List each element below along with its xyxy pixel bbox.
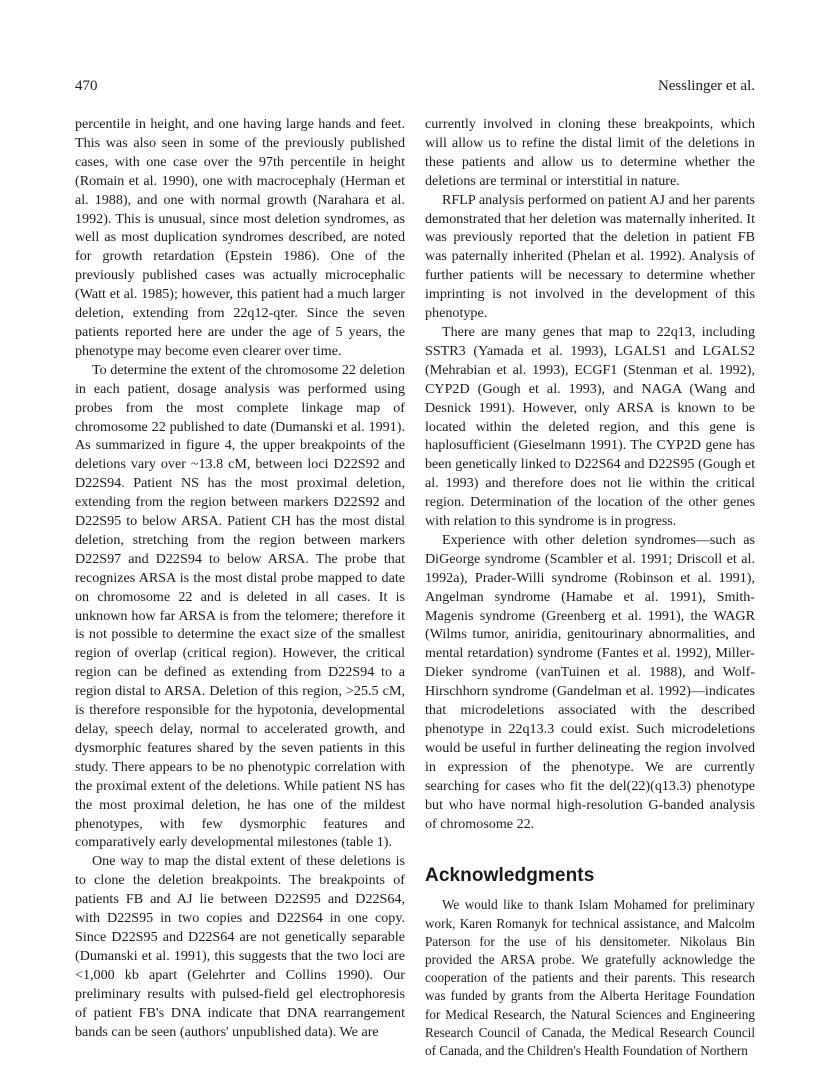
running-head: Nesslinger et al. bbox=[657, 78, 755, 94]
body-paragraph: currently involved in cloning these breakpoints, which will allow us to refine the distal limit of the deletions in these patients and allow us to determine whether the deletions are terminal or interstitial in nature. bbox=[425, 116, 755, 189]
right-column bbox=[425, 115, 755, 1060]
page-header bbox=[75, 78, 755, 100]
acknowledgments-heading: Acknowledgments bbox=[425, 865, 595, 887]
body-paragraph: RFLP analysis performed on patient AJ and her parents demonstrated that her deletion was maternally inherited. It was previously reported that the deletion in patient FB was paternally inherited (Phelan et al. 1992). Analysis of further patients will be necessary to determine whether imprinting is not involved in the development of this phenotype. bbox=[425, 191, 755, 322]
body-paragraph: One way to map the distal extent of these deletions is to clone the deletion breakpoints. The breakpoints of patients FB and AJ lie between D22S95 and D22S64, with D22S95 in two copies and D22S64 in one copy. Since D22S95 and D22S64 are not genetically separable (Dumanski et al. 1991), this suggests that the two loci are <1,000 kb apart (Gelehrter and Collins 1990). Our preliminary results with pulsed-field gel electrophoresis of patient FB's DNA indicate that DNA rearrangement bands can be seen (authors' unpublished data). We are bbox=[75, 853, 405, 1040]
acknowledgments-text: We would like to thank Islam Mohamed for preliminary work, Karen Romanyk for technical assistance, and Malcolm Paterson for the use of his densitometer. Nikolaus Bin provided the ARSA probe. We gratefully acknowledge the cooperation of the patients and their parents. This research was funded by grants from the Alberta Heritage Foundation for Medical Research, the Natural Sciences and Engineering Research Council of Canada, the Medical Research Council of Canada, and the Children's Health Foundation of Northern bbox=[425, 897, 755, 1058]
body-paragraph: Experience with other deletion syndromes—such as DiGeorge syndrome (Scambler et al. 1991; Driscoll et al. 1992a), Prader-Willi syndrome (Robinson et al. 1991), Angelman syndrome (Hamabe et al. 1991), Smith-Magenis syndrome (Greenberg et al. 1991), the WAGR (Wilms tumor, aniridia, genitourinary abnormalities, and mental retardation) syndrome (Fantes et al. 1992), Miller-Dieker syndrome (vanTuinen et al. 1988), and Wolf-Hirschhorn syndrome (Gandelman et al. 1992)—indicates that microdeletions associated with the described phenotype in 22q13.3 could exist. Such microdeletions would be useful in further delineating the region involved in expression of the phenotype. We are currently searching for cases who fit the del(22)(q13.3) phenotype but who have normal high-resolution G-banded analysis of chromosome 22. bbox=[425, 531, 755, 832]
body-paragraph: There are many genes that map to 22q13, including SSTR3 (Yamada et al. 1993), LGALS1 and LGALS2 (Mehrabian et al. 1993), ECGF1 (Stenman et al. 1992), CYP2D (Gough et al. 1993), and NAGA (Wang and Desnick 1991). However, only ARSA is known to be located within the deleted region, and this gene is haplosufficient (Gieselmann 1991). The CYP2D gene has been genetically linked to D22S64 and D22S95 (Gough et al. 1993) and therefore does not lie within the critical region. Determination of the location of the other genes with relation to this syndrome is in progress. bbox=[425, 323, 755, 530]
body-paragraph: To determine the extent of the chromosome 22 deletion in each patient, dosage analysis was performed using probes from the most complete linkage map of chromosome 22 published to date (Dumanski et al. 1991). As summarized in figure 4, the upper breakpoints of the deletions vary over ~13.8 cM, between loci D22S92 and D22S94. Patient NS has the most proximal deletion, extending from the region between markers D22S92 and D22S95 to below ARSA. Patient CH has the most distal deletion, stretching from the region between markers D22S97 and D22S94 to below ARSA. The probe that recognizes ARSA is the most distal probe mapped to date on chromosome 22 and is deleted in all cases. It is unknown how far ARSA is from the telomere; therefore it is not possible to determine the exact size of the smallest region of overlap (critical region). However, the critical region can be defined as extending from D22S94 to a region distal to ARSA. Deletion of this region, >25.5 cM, is therefore responsible for the hypotonia, developmental delay, speech delay, normal to accelerated growth, and dysmorphic features shared by the seven patients in this study. There appears to be no phenotypic correlation with the proximal extent of the deletions. While patient NS has the most proximal deletion, he has one of the mildest phenotypes, with few dysmorphic features and comparatively early developmental milestones (table 1). bbox=[75, 361, 405, 851]
left-column bbox=[75, 115, 405, 1041]
body-paragraph: percentile in height, and one having large hands and feet. This was also seen in some of the previously published cases, with one case over the 97th percentile in height (Romain et al. 1990), one with macrocephaly (Herman et al. 1988), and one with normal growth (Narahara et al. 1992). This is unusual, since most deletion syndromes, as well as most duplication syndromes described, are noted for growth retardation (Epstein 1986). One of the previously published cases was actually microcephalic (Watt et al. 1985); however, this patient had a much larger deletion, extending from 22q12-qter. Since the seven patients reported here are under the age of 5 years, the phenotype may become even clearer over time. bbox=[75, 116, 405, 359]
acknowledgments-section bbox=[425, 896, 755, 1060]
page-number: 470 bbox=[75, 78, 98, 94]
